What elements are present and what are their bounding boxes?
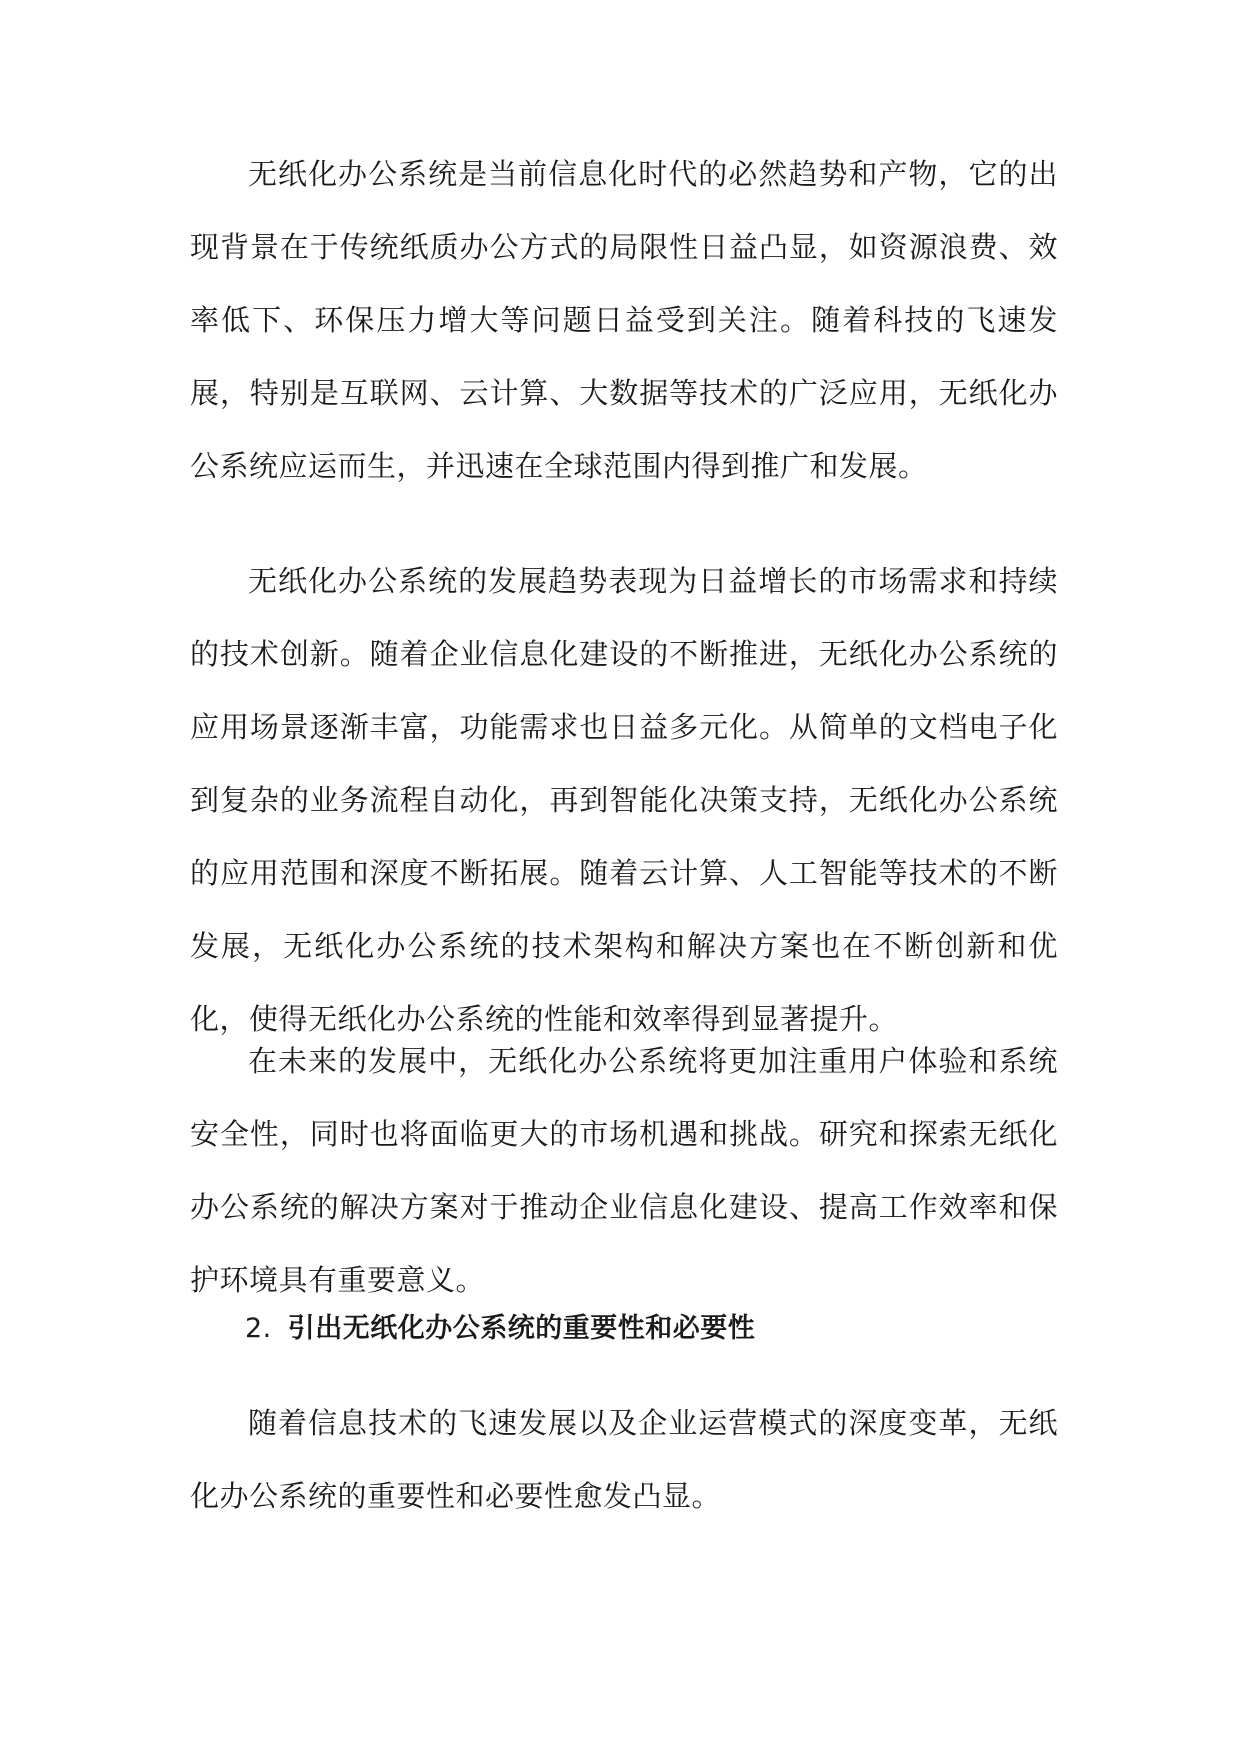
section-title: 引出无纸化办公系统的重要性和必要性 [287,1313,756,1344]
paragraph-importance: 随着信息技术的飞速发展以及企业运营模式的深度变革，无纸化办公系统的重要性和必要性愈发凸显。 [190,1406,1058,1513]
section-number: 2. [245,1313,272,1344]
paragraph-trends: 无纸化办公系统的发展趋势表现为日益增长的市场需求和持续的技术创新。随着企业信息化建设的不断推进，无纸化办公系统的应用场景逐渐丰富，功能需求也日益多元化。从简单的文档电子化到复杂的业务流程自动化，再到智能化决策支持，无纸化办公系统的应用范围和深度不断拓展。随着云计算、人工智能等技术的不断发展，无纸化办公系统的技术架构和解决方案也在不断创新和优化，使得无纸化办公系统的性能和效率得到显著提升。 [190,564,1058,1036]
section-heading [245,1292,755,1365]
paragraph-background: 无纸化办公系统是当前信息化时代的必然趋势和产物，它的出现背景在于传统纸质办公方式的局限性日益凸显，如资源浪费、效率低下、环保压力增大等问题日益受到关注。随着科技的飞速发展，特别是互联网、云计算、大数据等技术的广泛应用，无纸化办公系统应运而生，并迅速在全球范围内得到推广和发展。 [190,157,1058,483]
paragraph-future: 在未来的发展中，无纸化办公系统将更加注重用户体验和系统安全性，同时也将面临更大的市场机遇和挑战。研究和探索无纸化办公系统的解决方案对于推动企业信息化建设、提高工作效率和保护环境具有重要意义。 [190,1044,1058,1297]
